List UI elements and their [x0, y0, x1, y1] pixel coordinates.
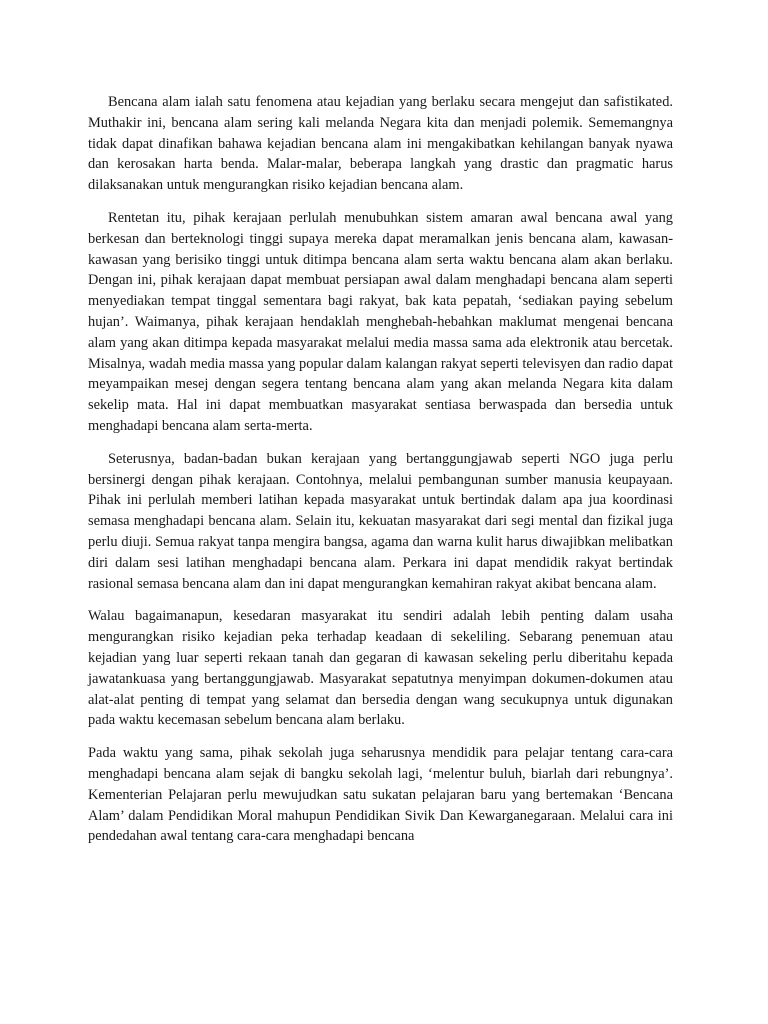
essay-body [88, 92, 673, 858]
paragraph-5: Pada waktu yang sama, pihak sekolah juga seharusnya mendidik para pelajar tentang cara-cara menghadapi bencana alam sejak di bangku sekolah lagi, ‘melentur buluh, biarlah dari rebungnya’. Kementerian Pelajaran perlu mewujudkan satu sukatan pelajaran baru yang bertemakan ‘Bencana Alam’ dalam Pendidikan Moral mahupun Pendidikan Sivik Dan Kewarganegaraan. Melalui cara ini pendedahan awal tentang cara-cara menghadapi bencana [88, 745, 673, 845]
paragraph-4: Walau bagaimanapun, kesedaran masyarakat itu sendiri adalah lebih penting dalam usaha mengurangkan risiko kejadian peka terhadap keadaan di sekeliling. Sebarang penemuan atau kejadian yang luar seperti rekaan tanah dan gegaran di kawasan sekeling perlu diberitahu kepada jawatankuasa yang bertanggungjawab. Masyarakat sepatutnya menyimpan dokumen-dokumen atau alat-alat penting di tempat yang selamat dan bersedia dengan wang secukupnya untuk digunakan pada waktu kecemasan sebelum bencana alam berlaku. [88, 608, 673, 729]
paragraph-3: Seterusnya, badan-badan bukan kerajaan yang bertanggungjawab seperti NGO juga perlu bersinergi dengan pihak kerajaan. Contohnya, melalui pembangunan sumber manusia keupayaan. Pihak ini perlulah memberi latihan kepada masyarakat untuk bertindak dalam apa jua koordinasi semasa menghadapi bencana alam. Selain itu, kekuatan masyarakat dari segi mental dan fizikal juga perlu diuji. Semua rakyat tanpa mengira bangsa, agama dan warna kulit harus diwajibkan melibatkan diri dalam sesi latihan menghadapi bencana alam. Perkara ini dapat mendidik rakyat bertindak rasional semasa bencana alam dan ini dapat mengurangkan kemahiran rakyat akibat bencana alam. [88, 450, 673, 592]
paragraph-1: Bencana alam ialah satu fenomena atau kejadian yang berlaku secara mengejut dan safistikated. Muthakir ini, bencana alam sering kali melanda Negara kita dan menjadi polemik. Sememangnya tidak dapat dinafikan bahawa kejadian bencana alam ini mengakibatkan kehilangan banyak nyawa dan kerosakan harta benda. Malar-malar, beberapa langkah yang drastic dan pragmatic harus dilaksanakan untuk mengurangkan risiko kejadian bencana alam. [88, 94, 673, 194]
paragraph-2: Rentetan itu, pihak kerajaan perlulah menubuhkan sistem amaran awal bencana awal yang berkesan dan berteknologi tinggi supaya mereka dapat meramalkan jenis bencana alam, kawasan-kawasan yang berisiko tinggi untuk ditimpa bencana alam serta waktu bencana alam akan berlaku. Dengan ini, pihak kerajaan dapat membuat persiapan awal dalam menghadapi bencana alam seperti menyediakan tempat tinggal sementara bagi rakyat, bak kata pepatah, ‘sediakan paying sebelum hujan’. Waimanya, pihak kerajaan hendaklah menghebah-hebahkan maklumat mengenai bencana alam yang akan ditimpa kepada masyarakat melalui media massa sama ada elektronik atau bercetak. Misalnya, wadah media massa yang popular dalam kalangan rakyat seperti televisyen dan radio dapat meyampaikan mesej dengan segera tentang bencana alam yang akan melanda Negara kita dalam sekelip mata. Hal ini dapat membuatkan masyarakat sentiasa berwaspada dan bersedia untuk menghadapi bencana alam serta-merta. [88, 209, 674, 434]
